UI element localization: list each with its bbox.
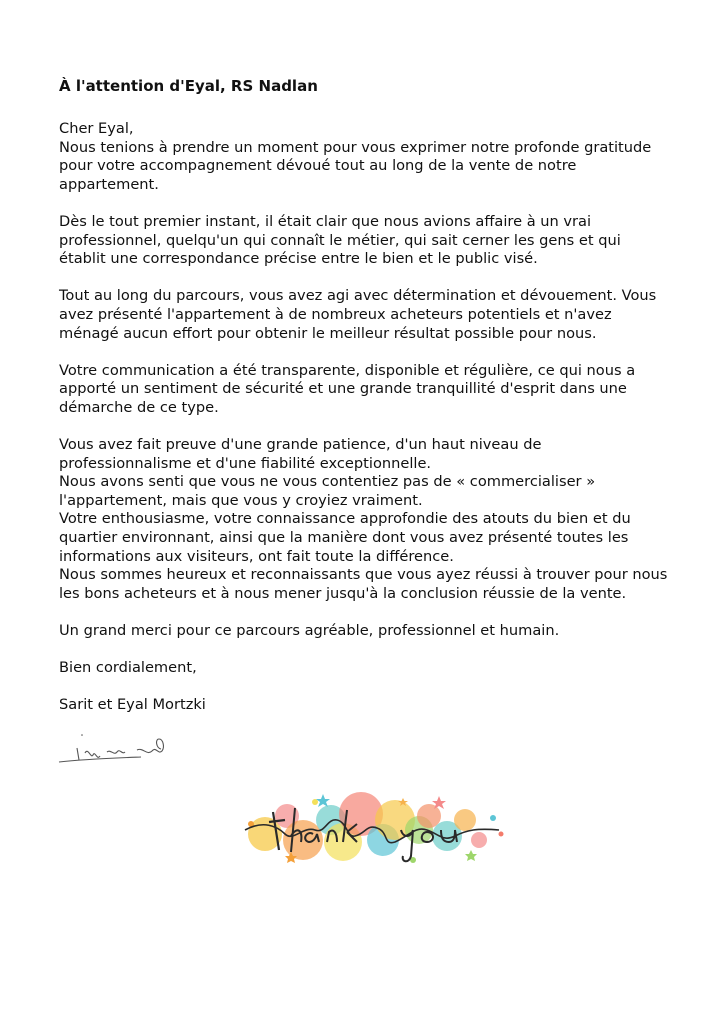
letter-paragraph — [59, 287, 709, 343]
letter-paragraph — [59, 120, 709, 194]
letter-line: appartement. — [59, 175, 159, 193]
letter-line: Nous sommes heureux et reconnaissants que vous ayez réussi à trouver pour nous — [59, 566, 668, 584]
letter-line: Votre communication a été transparente, disponible et régulière, ce qui nous a — [59, 361, 636, 379]
letter-title: À l'attention d'Eyal, RS Nadlan — [59, 77, 318, 95]
letter-line: les bons acheteurs et à nous mener jusqu'à la conclusion réussie de la vente. — [59, 584, 627, 602]
letter-body — [59, 120, 709, 734]
letter-line: Cher Eyal, — [59, 120, 134, 137]
letter-line: l'appartement, mais que vous y croyiez vraiment. — [59, 491, 423, 509]
letter-line: informations aux visiteurs, ont fait toute la différence. — [59, 547, 454, 565]
letter-paragraph — [59, 696, 709, 715]
letter-line: Sarit et Eyal Mortzki — [59, 696, 206, 714]
letter-paragraph — [59, 659, 709, 678]
letter-line: apporté un sentiment de sécurité et une grande tranquillité d'esprit dans une — [59, 380, 627, 398]
letter-paragraph — [59, 213, 709, 269]
letter-line: établit une correspondance précise entre le bien et le public visé. — [59, 250, 538, 268]
letter-paragraph — [59, 622, 709, 641]
letter-line: Nous tenions à prendre un moment pour vous exprimer notre profonde gratitude — [59, 138, 652, 156]
letter-line: Tout au long du parcours, vous avez agi avec détermination et dévouement. Vous — [59, 287, 657, 305]
letter-line: pour votre accompagnement dévoué tout au long de la vente de notre — [59, 157, 577, 175]
letter-line: Votre enthousiasme, votre connaissance approfondie des atouts du bien et du — [59, 510, 631, 528]
letter-line: professionnalisme et d'une fiabilité exceptionnelle. — [59, 454, 432, 472]
letter-line: ménagé aucun effort pour obtenir le meilleur résultat possible pour nous. — [59, 324, 597, 342]
letter-line: démarche de ce type. — [59, 398, 219, 416]
letter-line: Bien cordialement, — [59, 659, 197, 677]
letter-paragraph — [59, 436, 709, 603]
letter-line: quartier environnant, ainsi que la manière dont vous avez présenté toutes les — [59, 529, 629, 547]
letter-line: Dès le tout premier instant, il était clair que nous avions affaire à un vrai — [59, 212, 592, 230]
letter-line: professionnel, quelqu'un qui connaît le métier, qui sait cerner les gens et qui — [59, 231, 621, 249]
letter-paragraph — [59, 362, 709, 418]
letter-line: Un grand merci pour ce parcours agréable, professionnel et humain. — [59, 622, 560, 640]
handwritten-signature — [55, 728, 185, 770]
letter-line: Nous avons senti que vous ne vous contentiez pas de « commercialiser » — [59, 473, 596, 491]
thank-you-text — [243, 790, 511, 868]
letter-line: Vous avez fait preuve d'une grande patience, d'un haut niveau de — [59, 436, 542, 454]
thank-you-graphic — [243, 790, 511, 868]
letter-line: avez présenté l'appartement à de nombreux acheteurs potentiels et n'avez — [59, 305, 612, 323]
